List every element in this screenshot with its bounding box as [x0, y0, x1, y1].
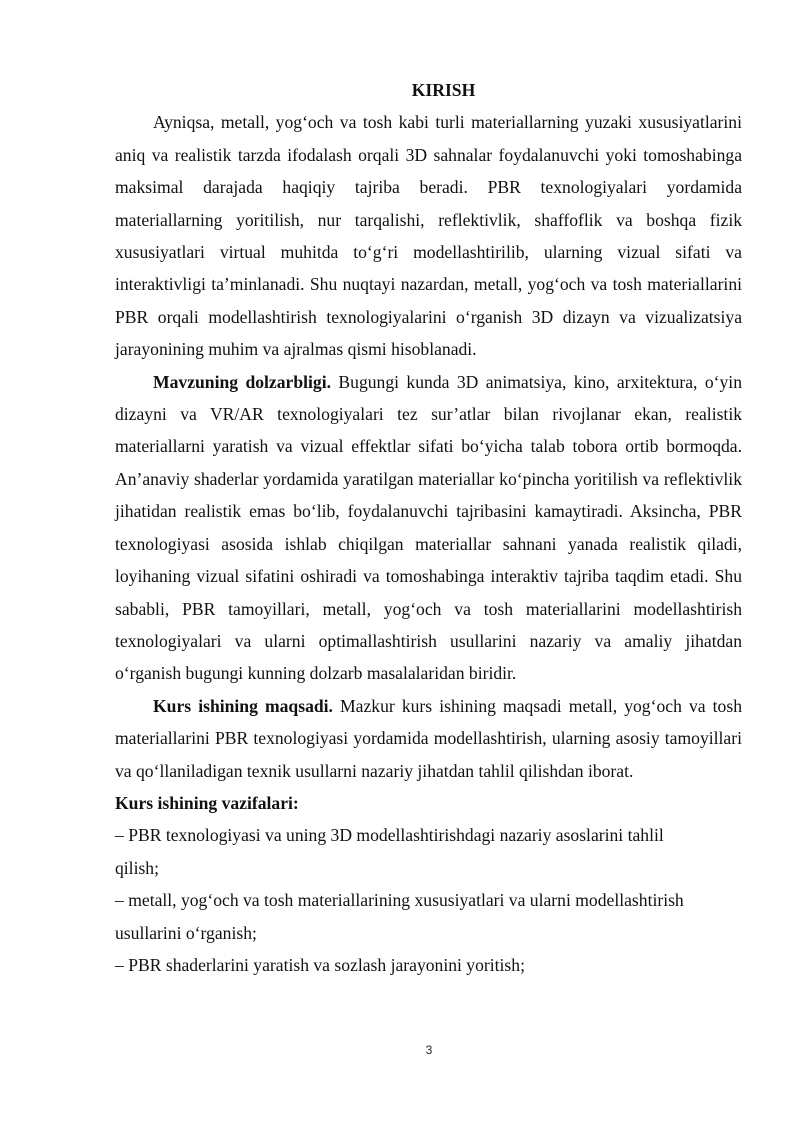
- goal-heading: Kurs ishining maqsadi.: [153, 695, 333, 716]
- page-number: 3: [425, 1043, 433, 1057]
- tasks-heading: Kurs ishining vazifalari:: [115, 792, 299, 813]
- page-content: [115, 74, 742, 981]
- relevance-paragraph: [115, 366, 742, 690]
- task-item: – PBR shaderlarini yaratish va sozlash jarayonini yoritish;: [115, 954, 525, 975]
- relevance-heading: Mavzuning dolzarbligi.: [153, 371, 331, 392]
- goal-text: Mazkur kurs ishining maqsadi metall, yog‘och va tosh materiallarini PBR texnologiyasi yordamida modellashtirish, ularning asosiy tamoyillari va qo‘llaniladigan texnik usullarni nazariy jihatdan tahlil qilishdan iborat.: [115, 695, 742, 781]
- task-item: – metall, yog‘och va tosh materiallarining xususiyatlari va ularni modellashtirish usullarini o‘rganish;: [115, 890, 684, 943]
- intro-paragraph: Ayniqsa, metall, yog‘och va tosh kabi turli materiallarning yuzaki xususiyatlarini aniq va realistik tarzda ifodalash orqali 3D sahnalar foydalanuvchi yoki tomoshabinga maksimal darajada haqiqiy tajriba beradi. PBR texnologiyalari yordamida materiallarning yoritilish, nur tarqalishi, reflektivlik, shaffoflik va boshqa fizik xususiyatlari virtual muhitda to‘g‘ri modellashtirilib, ularning vizual sifati va interaktivligi ta’minlanadi. Shu nuqtayi nazardan, metall, yog‘och va tosh materiallarini PBR orqali modellashtirish texnologiyalarini o‘rganish 3D dizayn va vizualizatsiya jarayonining muhim va ajralmas qismi hisoblanadi.: [115, 112, 742, 360]
- task-item: – PBR texnologiyasi va uning 3D modellashtirishdagi nazariy asoslarini tahlil qilish;: [115, 825, 664, 878]
- goal-paragraph: [115, 690, 742, 787]
- section-title: KIRISH: [411, 80, 476, 100]
- relevance-text: Bugungi kunda 3D animatsiya, kino, arxitektura, o‘yin dizayni va VR/AR texnologiyalari tez sur’atlar bilan rivojlanar ekan, realistik materiallarni yaratish va vizual effektlar sifati bo‘yicha talab tobora ortib bormoqda. An’anaviy shaderlar yordamida yaratilgan materiallar ko‘pincha yoritilish va reflektivlik jihatidan realistik emas bo‘lib, foydalanuvchi tajribasini kamaytiradi. Aksincha, PBR texnologiyasi asosida ishlab chiqilgan materiallar sahnani yanada realistik qiladi, loyihaning vizual sifatini oshiradi va tomoshabinga interaktiv tajriba taqdim etadi. Shu sababli, PBR tamoyillari, metall, yog‘och va tosh materiallarini modellashtirish texnologiyalari va ularni optimallashtirish usullarini nazariy va amaliy jihatdan o‘rganish bugungi kunning dolzarb masalalaridan biridir.: [115, 371, 742, 684]
